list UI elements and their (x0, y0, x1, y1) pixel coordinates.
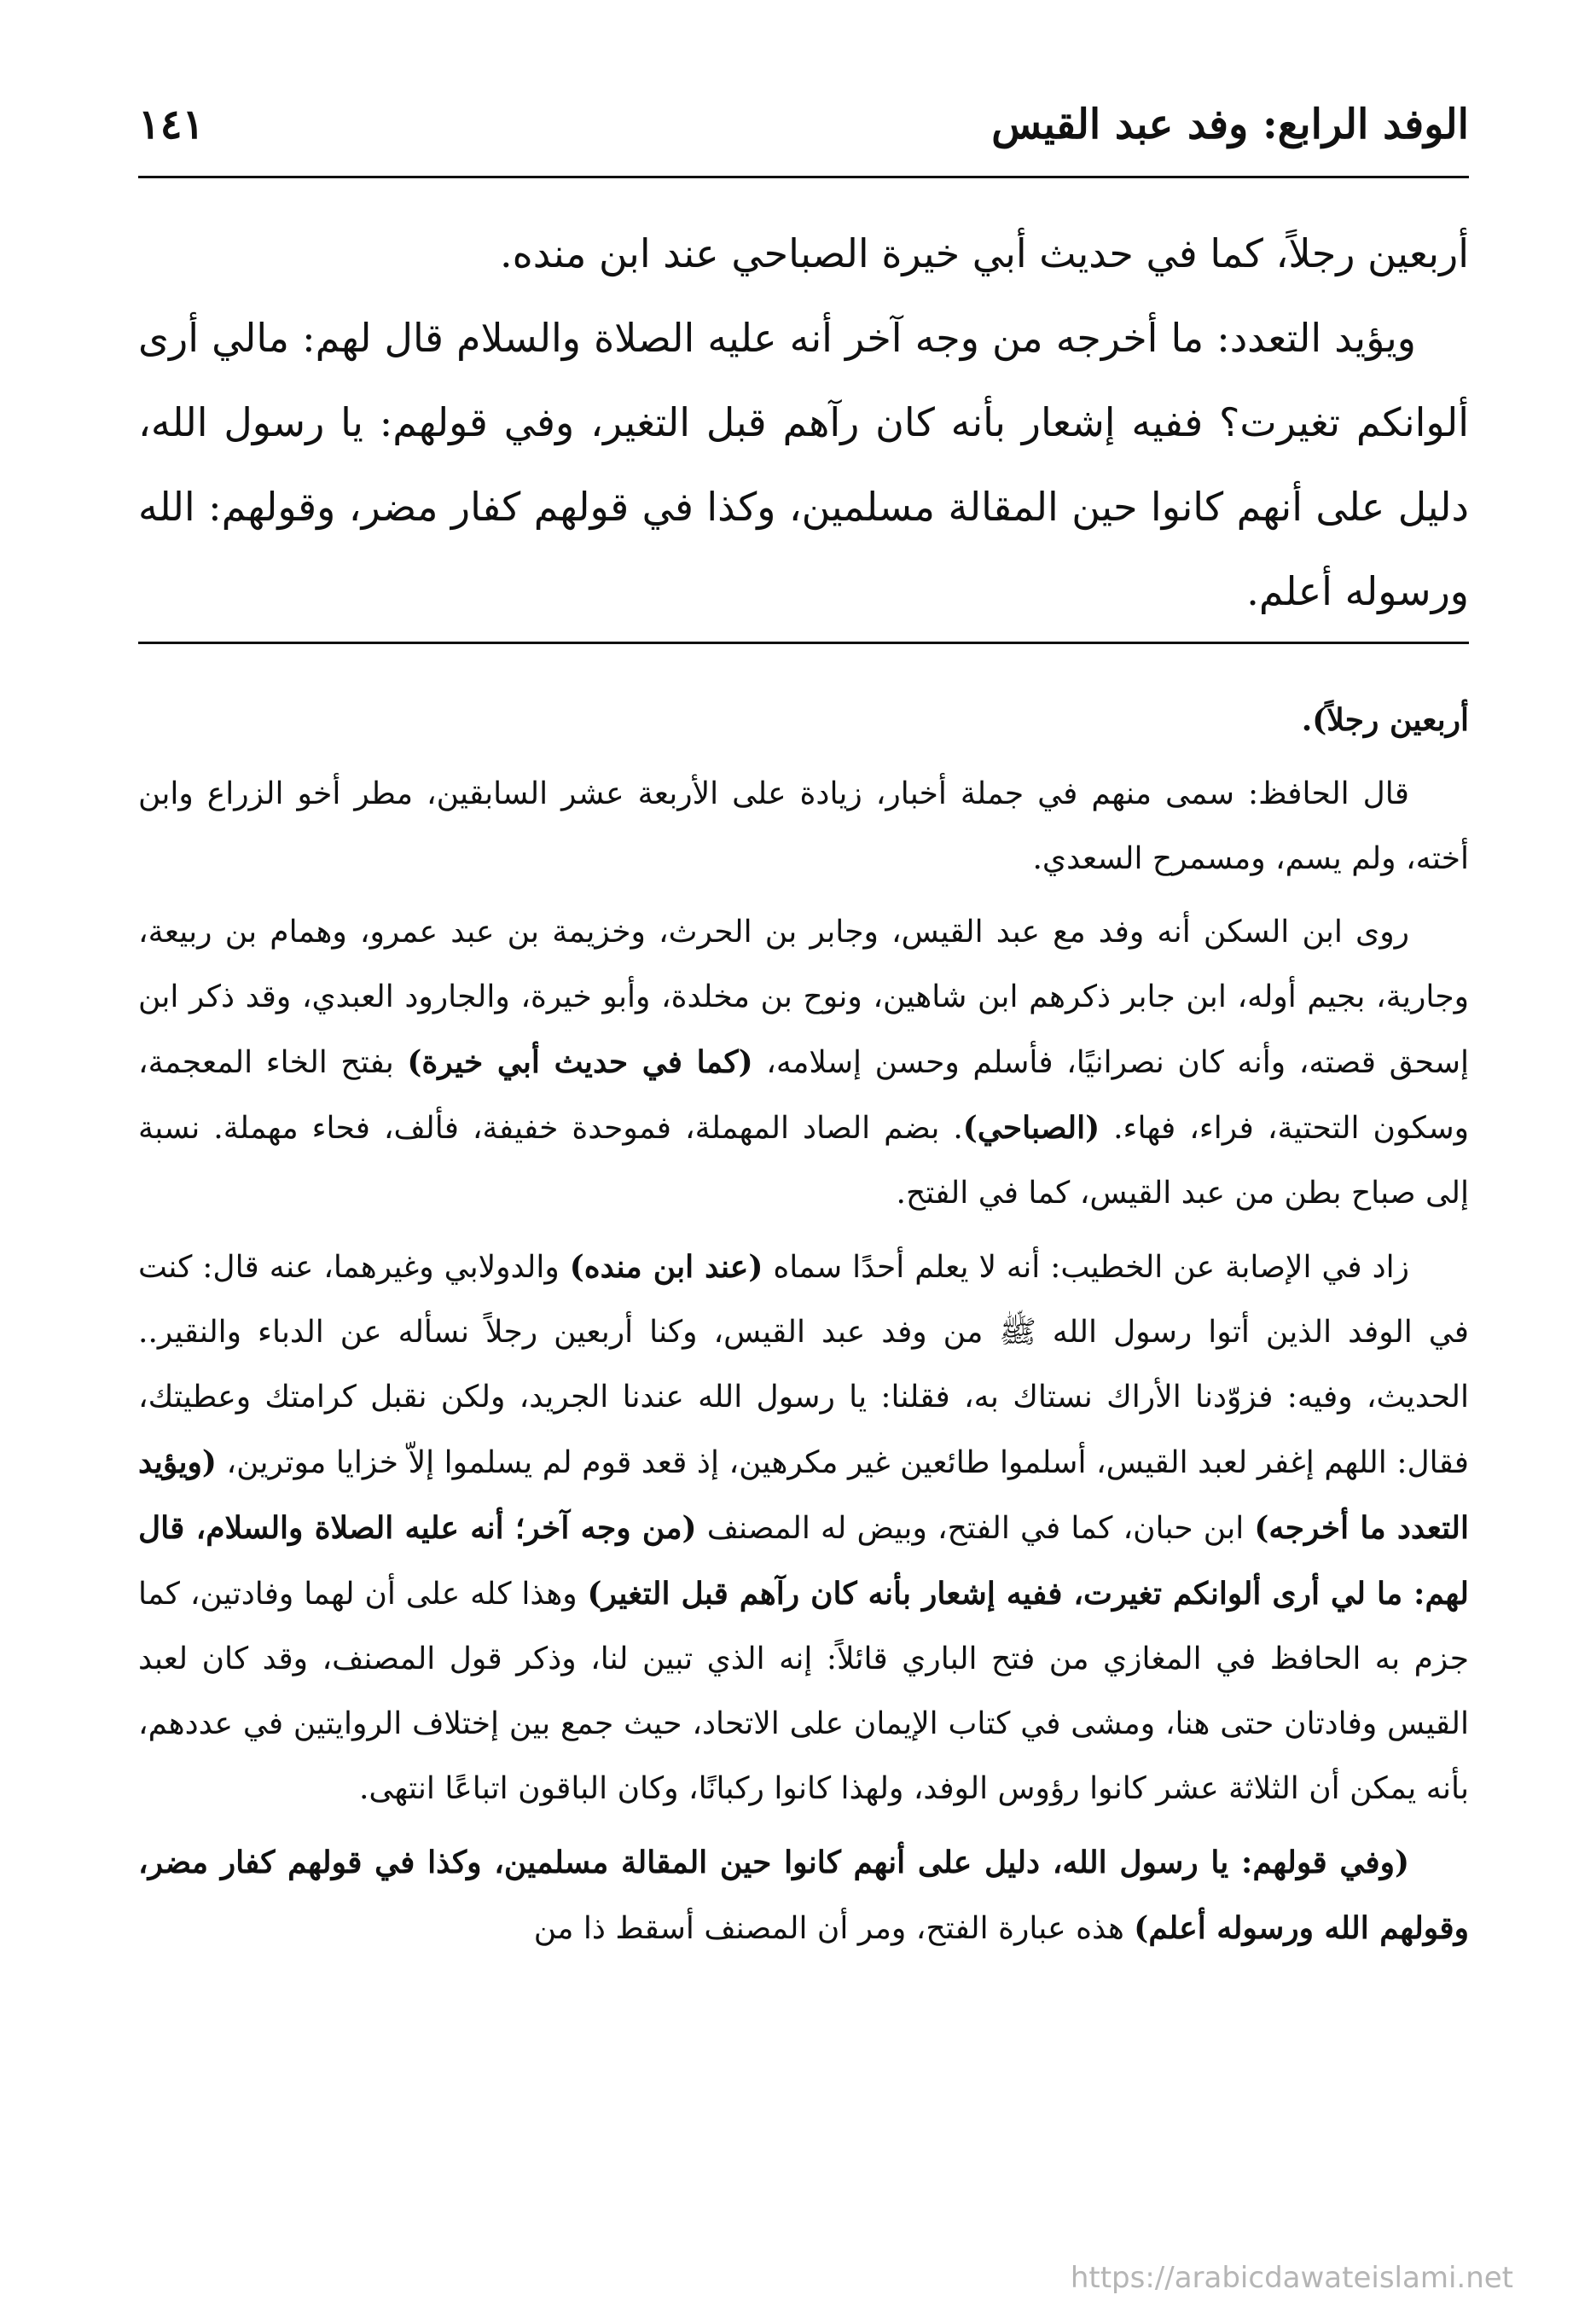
main-text-paragraph: ويؤيد التعدد: ما أخرجه من وجه آخر أنه عليه الصلاة والسلام قال لهم: مالي أرى ألوانكم تغيرت؟ ففيه إشعار بأنه كان رآهم قبل التغير، وفي قولهم: يا رسول الله، دليل على أنهم كانوا حين المقالة مسلمين، وكذا في قولهم كفار مضر، وقولهم: الله ورسوله أعلم. (138, 315, 1469, 614)
commentary-text: والدولابي وغيرهما، عنه قال: كنت في الوفد الذين أتوا رسول الله ﷺ من وفد عبد القيس، وكنا أربعين رجلاً نسأله عن الدباء والنقير.. الحديث، وفيه: فزوّدنا الأراك نستاك به، فقلنا: يا رسول الله عندنا الجريد، ولكن نقبل كرامتك وعطيتك، فقال: اللهم إغفر لعبد القيس، أسلموا طائعين غير مكرهين، إذ قعد قوم لم يسلموا إلاّ خزايا موترين، (138, 1250, 1469, 1480)
running-title: الوفد الرابع: وفد عبد القيس (991, 101, 1469, 148)
commentary-text: هذه عبارة الفتح، ومر أن المصنف أسقط ذا من (533, 1911, 1135, 1946)
commentary-divider (138, 642, 1469, 644)
page-number: ١٤١ (138, 101, 205, 148)
quoted-lemma: (كما في حديث أبي خيرة) (407, 1044, 753, 1080)
main-text-paragraph: أربعين رجلاً، كما في حديث أبي خيرة الصباحي عند ابن منده. (500, 230, 1469, 276)
commentary-paragraph (138, 1235, 1469, 1821)
commentary-paragraph: قال الحافظ: سمى منهم في جملة أخبار، زيادة على الأربعة عشر السابقين، مطر أخو الزراع وابن أخته، ولم يسم، ومسمرح السعدي. (138, 776, 1469, 876)
page-header (138, 101, 1469, 169)
quoted-lemma: (الصباحي) (962, 1110, 1100, 1146)
commentary-text: روى ابن السكن أنه وفد مع عبد القيس، وجابر بن الحرث، وخزيمة بن عبد عمرو، وهمام بن ربيعة، وجارية، بجيم أوله، ابن جابر ذكرهم ابن شاهين، ونوح بن مخلدة، وأبو خيرة، والجارود العبدي، وقد ذكر ابن إسحق قصته، وأنه كان نصرانيًا، فأسلم وحسن إسلامه، (138, 915, 1469, 1080)
quoted-lemma: (وفي قولهم: يا رسول الله، دليل على أنهم كانوا حين المقالة مسلمين، وكذا في قولهم كفار مضر، وقولهم الله ورسوله أعلم) (138, 1845, 1469, 1946)
main-text (138, 212, 1469, 634)
commentary-text: وهذا كله على أن لهما وفادتين، كما جزم به الحافظ في المغازي من فتح الباري قائلاً: إنه الذي تبين لنا، وذكر قول المصنف، وقد كان لعبد القيس وفادتان حتى هنا، ومشى في كتاب الإيمان على الاتحاد، حيث جمع بين إختلاف الروايتين في عددهم، بأنه يمكن أن الثلاثة عشر كانوا رؤوس الوفد، ولهذا كانوا ركبانًا، وكان الباقون اتباعًا انتهى. (138, 1577, 1469, 1806)
watermark-url: https://arabicdawateislami.net (1070, 2261, 1513, 2295)
commentary-paragraph (138, 900, 1469, 1226)
commentary-lemma (138, 688, 1469, 753)
commentary-text: ابن حبان، كما في الفتح، وبيض له المصنف (696, 1511, 1255, 1546)
quoted-lemma: (ويؤيد التعدد ما أخرجه) (138, 1444, 1469, 1546)
commentary-text: . بضم الصاد المهملة، فموحدة خفيفة، فألف، فحاء مهملة. نسبة إلى صباح بطن من عبد القيس، كما في الفتح. (138, 1111, 1469, 1211)
commentary-text: زاد في الإصابة عن الخطيب: أنه لا يعلم أحدًا سماه (763, 1250, 1409, 1285)
quoted-lemma: (عند ابن منده) (569, 1249, 763, 1285)
lemma-text: أربعين رجلاً). (1301, 702, 1469, 738)
commentary-text: بفتح الخاء المعجمة، وسكون التحتية، فراء، فهاء. (138, 1045, 1469, 1146)
commentary-paragraph (138, 1830, 1469, 1961)
quoted-lemma: (من وجه آخر؛ أنه عليه الصلاة والسلام، قال لهم: ما لي أرى ألوانكم تغيرت، ففيه إشعار بأنه كان رآهم قبل التغير) (138, 1510, 1469, 1612)
commentary (138, 688, 1469, 1970)
header-rule (138, 176, 1469, 178)
